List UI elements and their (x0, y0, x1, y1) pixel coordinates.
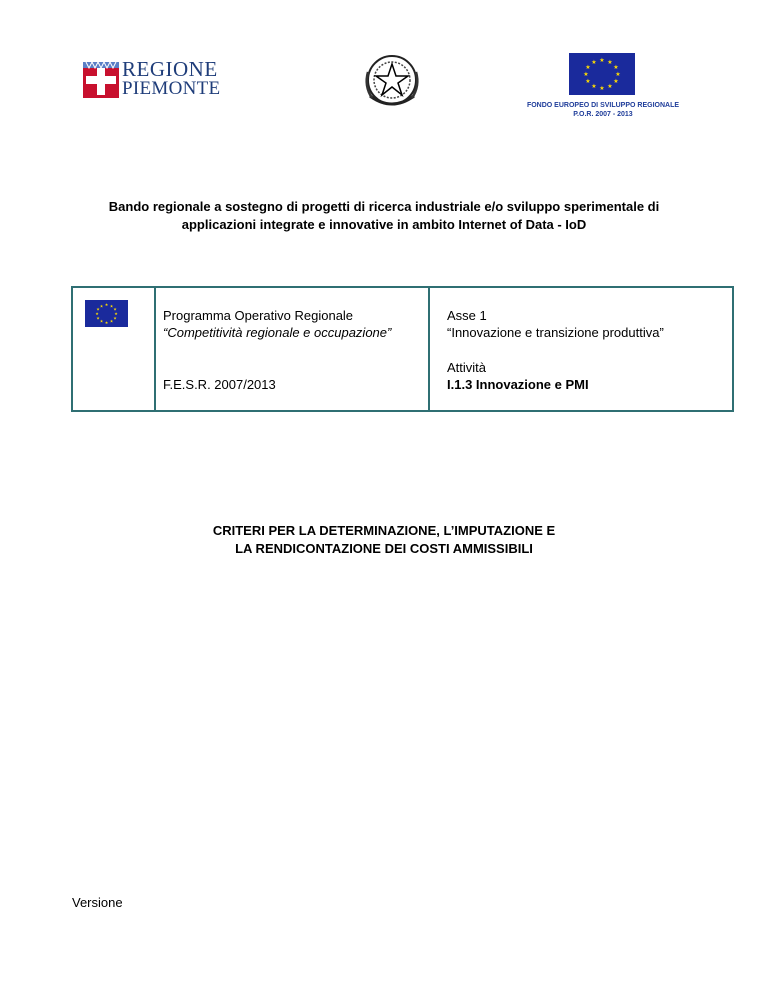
svg-text:★: ★ (585, 64, 591, 71)
column-divider (154, 286, 156, 412)
attivita-name: I.1.3 Innovazione e PMI (447, 377, 589, 392)
fesr-period: F.E.S.R. 2007/2013 (163, 377, 276, 392)
regione-shield-icon (83, 62, 119, 98)
svg-text:★: ★ (95, 311, 99, 316)
eu-flag-icon (569, 53, 635, 95)
svg-text:★: ★ (109, 303, 114, 309)
svg-text:★: ★ (104, 320, 109, 325)
svg-text:★: ★ (607, 83, 613, 90)
fesr-caption (512, 101, 694, 119)
svg-text:★: ★ (99, 318, 104, 324)
svg-text:★: ★ (591, 59, 597, 66)
svg-text:★: ★ (104, 302, 109, 307)
fesr-caption-line2: P.O.R. 2007 - 2013 (573, 111, 633, 118)
svg-text:★: ★ (585, 78, 591, 85)
italian-republic-emblem-icon (362, 52, 422, 110)
section-title-line1: CRITERI PER LA DETERMINAZIONE, L’IMPUTAZIONE E (212, 523, 556, 538)
svg-text:★: ★ (613, 64, 619, 71)
svg-text:★: ★ (96, 315, 100, 321)
svg-text:★: ★ (583, 71, 589, 78)
document-title-line2: applicazioni integrate e innovative in ambito Internet of Data - IoD (181, 217, 587, 232)
svg-text:★: ★ (607, 59, 613, 66)
svg-text:★: ★ (113, 306, 117, 312)
svg-text:★: ★ (615, 71, 621, 78)
regione-line2: PIEMONTE (122, 78, 221, 99)
regione-piemonte-logo (83, 57, 221, 100)
programma-name: “Competitività regionale e occupazione” (163, 325, 392, 340)
svg-text:★: ★ (114, 311, 118, 316)
column-divider (428, 286, 430, 412)
asse-label: Asse 1 (447, 308, 487, 323)
programma-label: Programma Operativo Regionale (163, 308, 354, 323)
regione-line1: REGIONE (122, 57, 218, 81)
svg-text:★: ★ (109, 318, 114, 324)
section-title-line2: LA RENDICONTAZIONE DEI COSTI AMMISSIBILI (235, 541, 533, 556)
svg-text:★: ★ (613, 78, 619, 85)
asse-name: “Innovazione e transizione produttiva” (447, 325, 664, 340)
svg-text:★: ★ (599, 57, 605, 64)
document-title (60, 198, 708, 234)
eu-flag-small-icon (85, 300, 128, 327)
svg-text:★: ★ (599, 85, 605, 92)
svg-text:★: ★ (99, 303, 104, 309)
svg-text:★: ★ (96, 306, 100, 312)
svg-text:★: ★ (591, 83, 597, 90)
fesr-caption-line1: FONDO EUROPEO DI SVILUPPO REGIONALE (526, 102, 680, 109)
svg-text:★: ★ (113, 315, 117, 321)
program-box (71, 286, 734, 412)
section-title (100, 522, 668, 558)
versione-label: Versione (72, 895, 123, 910)
attivita-label: Attività (447, 360, 487, 375)
document-title-line1: Bando regionale a sostegno di progetti di ricerca industriale e/o sviluppo sperimentale di (108, 199, 660, 214)
